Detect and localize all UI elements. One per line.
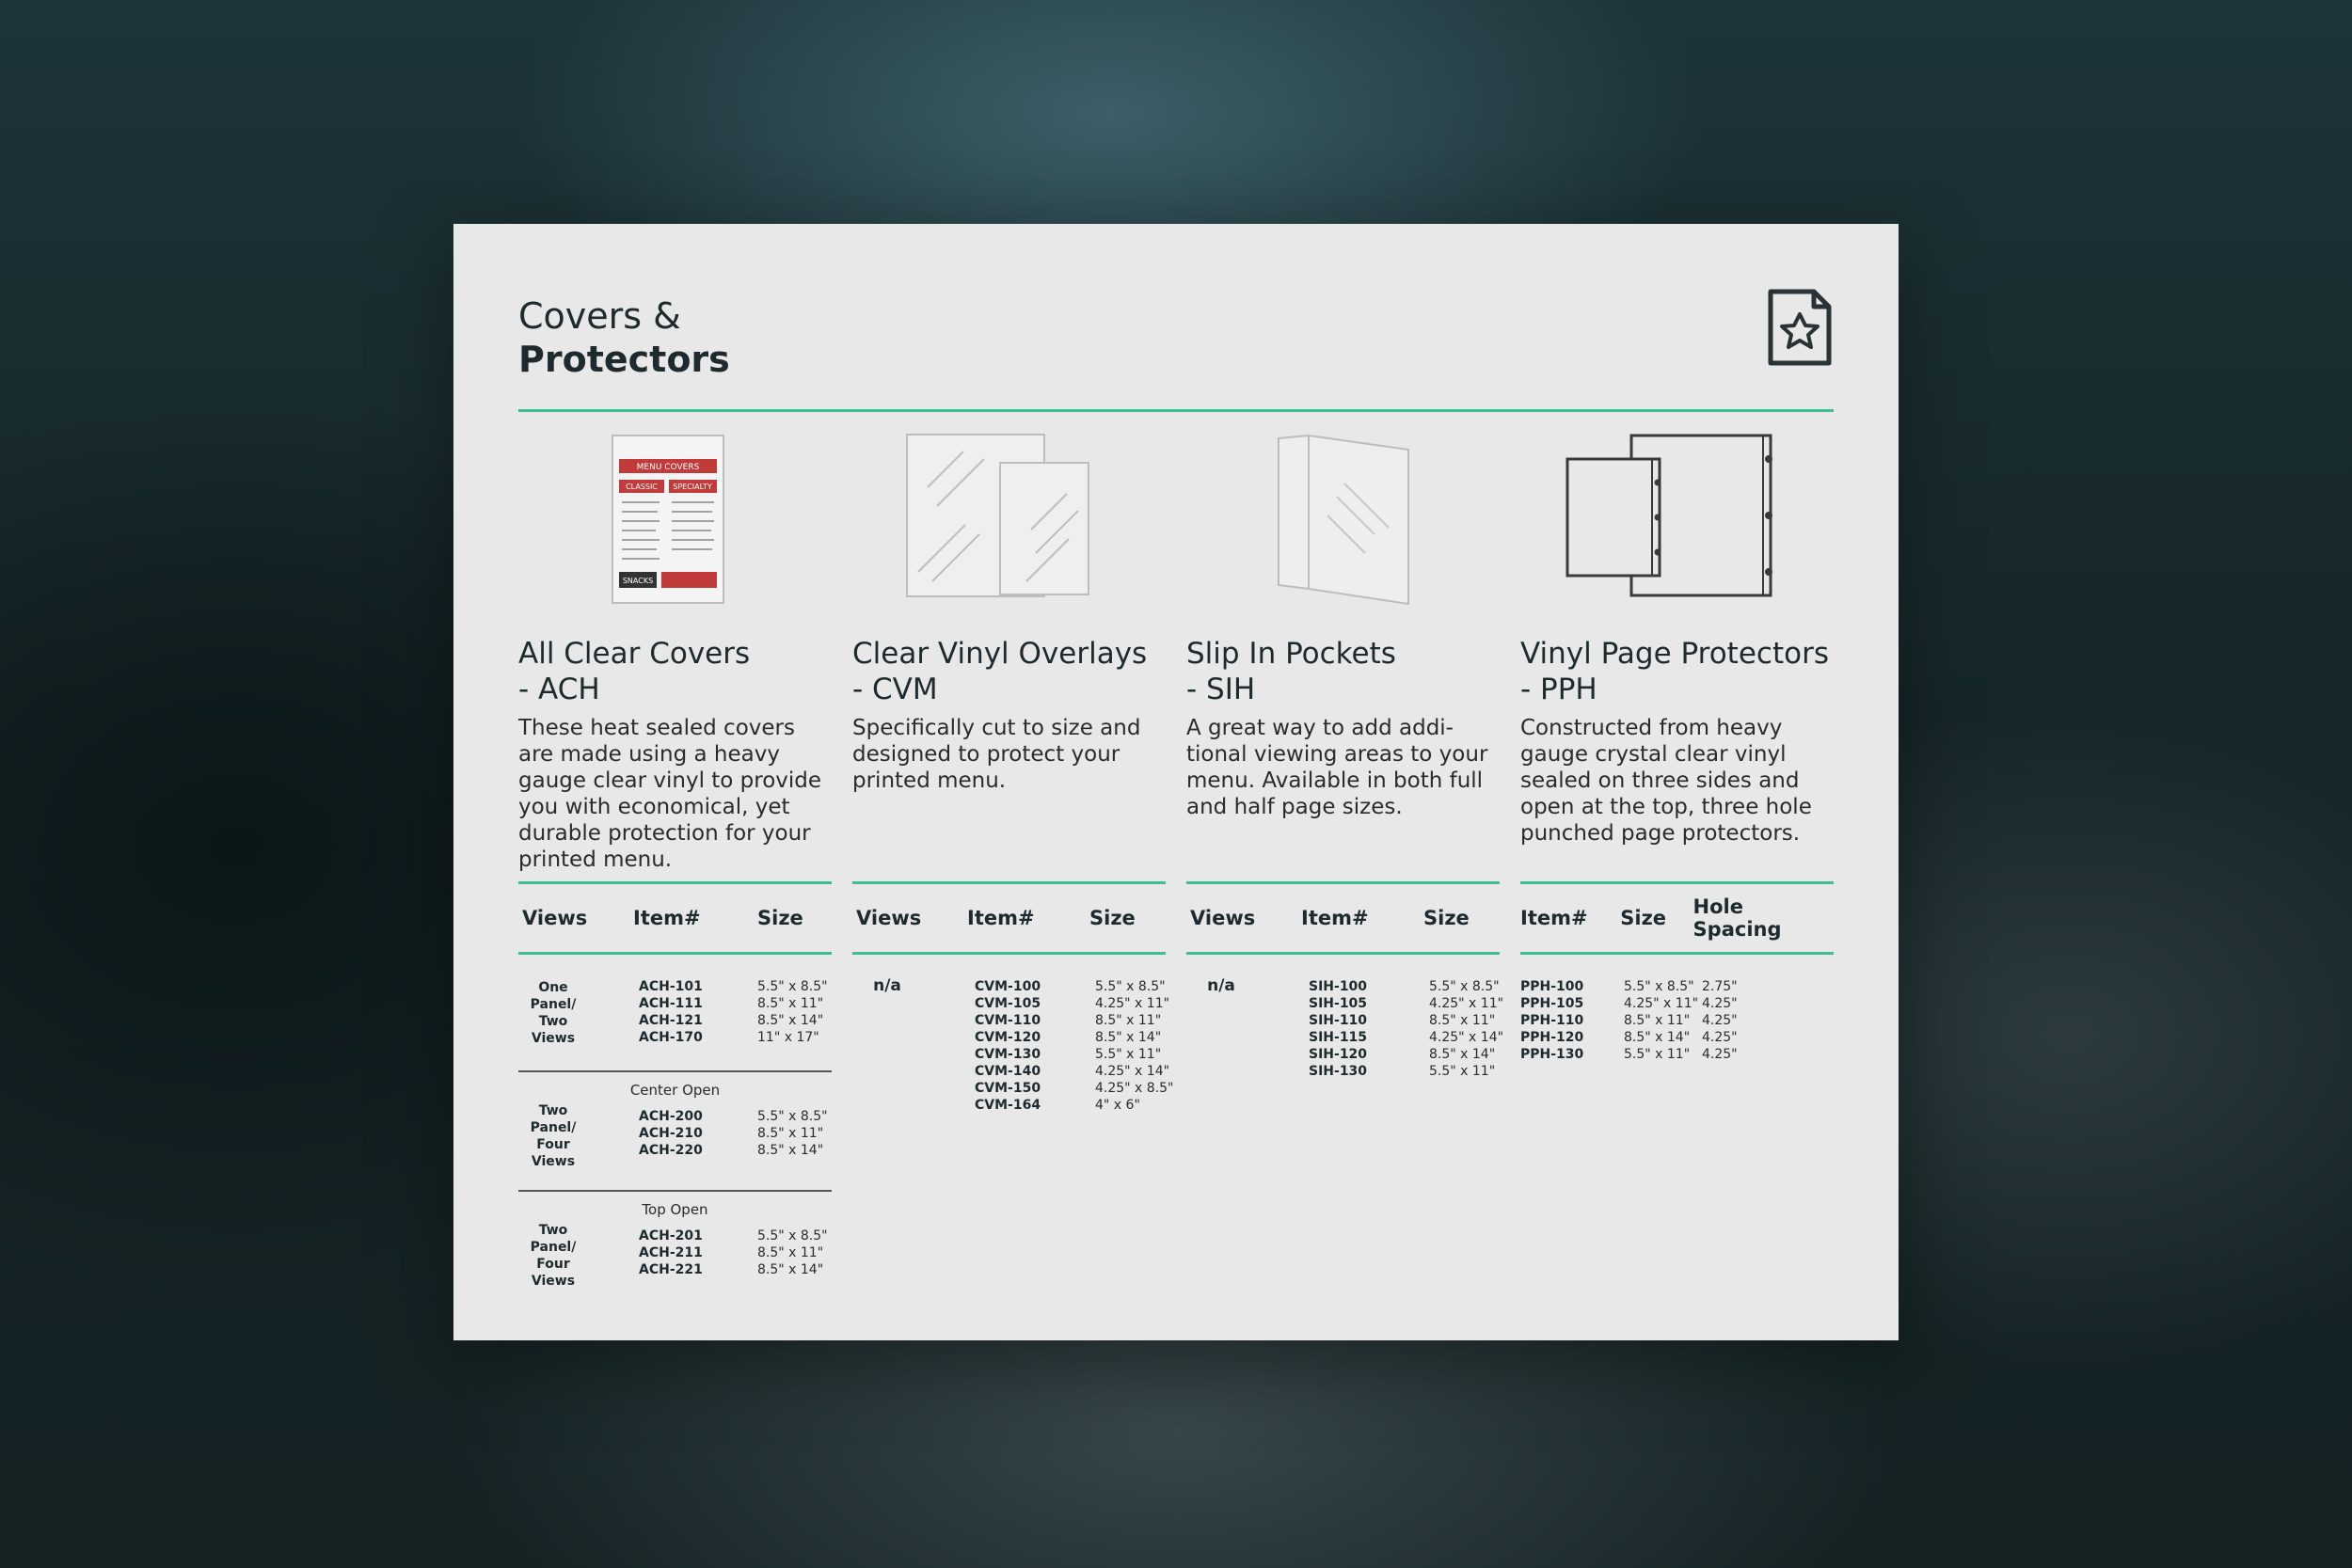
size-cell: 5.5" x 8.5" 4.25" x 11" 8.5" x 11" 8.5" x 14" 5.5" x 11" 4.25" x 14" 4.25" x 8.5" 4" x 6" bbox=[1095, 979, 1174, 1113]
col-header: Item# bbox=[1520, 907, 1588, 929]
ach-image-footer: SNACKS bbox=[622, 577, 654, 585]
cvm-description: Specifically cut to size and designed to protect your printed menu. bbox=[852, 716, 1141, 793]
product-cvm bbox=[852, 431, 1166, 794]
header-divider bbox=[518, 409, 1834, 412]
item-cell: PPH-100 PPH-105 PPH-110 PPH-120 PPH-130 bbox=[1520, 979, 1584, 1062]
item-cell: SIH-100 SIH-105 SIH-110 SIH-115 SIH-120 SIH-130 bbox=[1309, 979, 1368, 1079]
item-cell: CVM-100 CVM-105 CVM-110 CVM-120 CVM-130 CVM-140 CVM-150 CVM-164 bbox=[975, 979, 1041, 1113]
page-title bbox=[518, 294, 730, 381]
product-sih bbox=[1186, 431, 1500, 820]
col-header: Views bbox=[856, 907, 922, 929]
col-header: Item# bbox=[633, 907, 701, 929]
table-group bbox=[852, 955, 1174, 1143]
group-subheading: Top Open bbox=[642, 1201, 708, 1218]
ach-title-line1: All Clear Covers bbox=[518, 637, 751, 671]
col-header: Views bbox=[1190, 907, 1256, 929]
size-cell: 5.5" x 8.5" 4.25" x 11" 8.5" x 11" 4.25" x 14" 8.5" x 14" 5.5" x 11" bbox=[1429, 979, 1504, 1079]
table-header bbox=[852, 884, 1166, 952]
sih-title-line2: - SIH bbox=[1186, 673, 1256, 706]
views-cell: n/a bbox=[1207, 976, 1235, 995]
table-header bbox=[1520, 884, 1834, 952]
cvm-overlay-image bbox=[852, 431, 1166, 610]
col-header: Size bbox=[1089, 907, 1136, 929]
pph-title-line2: - PPH bbox=[1520, 673, 1597, 706]
product-pph bbox=[1520, 431, 1834, 847]
product-ach bbox=[518, 431, 832, 873]
col-header: Size bbox=[1620, 907, 1667, 929]
ach-image-right-tab: SPECIALTY bbox=[673, 483, 712, 491]
item-cell: ACH-201 ACH-211 ACH-221 bbox=[639, 1228, 703, 1277]
col-header: Size bbox=[757, 907, 803, 929]
col-header: Views bbox=[522, 907, 588, 929]
table-group bbox=[518, 1072, 832, 1192]
views-cell: Two Panel/ Four Views bbox=[530, 1223, 577, 1289]
ach-spec-table bbox=[518, 881, 832, 1305]
col-header: Hole Spacing bbox=[1692, 895, 1782, 941]
ach-description: These heat sealed covers are made using a heavy gauge clear vinyl to provide you with economical, yet durable protection for your printed menu. bbox=[518, 716, 822, 872]
size-cell: 5.5" x 8.5" 8.5" x 11" 8.5" x 14" bbox=[757, 1228, 828, 1277]
views-cell: n/a bbox=[873, 976, 901, 995]
size-cell: 5.5" x 8.5" 4.25" x 11" 8.5" x 11" 8.5" x 14" 5.5" x 11" bbox=[1624, 979, 1699, 1062]
sih-title-line1: Slip In Pockets bbox=[1186, 637, 1396, 671]
ach-cover-image bbox=[518, 431, 832, 610]
item-cell: ACH-200 ACH-210 ACH-220 bbox=[639, 1109, 703, 1158]
size-cell: 5.5" x 8.5" 8.5" x 11" 8.5" x 14" 11" x 17" bbox=[757, 979, 828, 1045]
pph-title bbox=[1520, 636, 1834, 707]
pph-protector-image bbox=[1520, 431, 1834, 610]
hole-spacing-cell: 2.75" 4.25" 4.25" 4.25" 4.25" bbox=[1702, 979, 1738, 1062]
pph-description: Constructed from heavy gauge crystal clear vinyl sealed on three sides and open at the top, three hole punched page protectors. bbox=[1520, 716, 1812, 846]
table-group bbox=[518, 955, 832, 1072]
cvm-title bbox=[852, 636, 1166, 707]
pph-title-line1: Vinyl Page Protectors bbox=[1520, 637, 1829, 671]
size-cell: 5.5" x 8.5" 8.5" x 11" 8.5" x 14" bbox=[757, 1109, 828, 1158]
col-header: Size bbox=[1423, 907, 1470, 929]
col-header: Item# bbox=[967, 907, 1035, 929]
group-subheading: Center Open bbox=[629, 1082, 721, 1099]
pph-spec-table bbox=[1520, 881, 1834, 1077]
sih-description: A great way to add addi-tional viewing areas to your menu. Available in both full and half page sizes. bbox=[1186, 716, 1488, 819]
views-cell: One Panel/ Two Views bbox=[530, 980, 577, 1046]
table-header bbox=[1186, 884, 1500, 952]
page-title-line2: Protectors bbox=[518, 339, 730, 380]
ach-title bbox=[518, 636, 832, 707]
sih-pocket-image bbox=[1186, 431, 1500, 610]
cvm-spec-table bbox=[852, 881, 1174, 1143]
views-cell: Two Panel/ Four Views bbox=[530, 1103, 577, 1169]
cvm-title-line1: Clear Vinyl Overlays bbox=[852, 637, 1148, 671]
ach-image-banner: MENU COVERS bbox=[636, 463, 700, 472]
cvm-title-line2: - CVM bbox=[852, 673, 938, 706]
catalog-page bbox=[453, 224, 1899, 1340]
table-group bbox=[1520, 955, 1834, 1077]
table-header bbox=[518, 884, 832, 952]
col-header: Item# bbox=[1301, 907, 1369, 929]
star-document-icon[interactable] bbox=[1767, 288, 1833, 367]
table-group bbox=[1186, 955, 1504, 1105]
ach-image-left-tab: CLASSIC bbox=[626, 483, 658, 491]
ach-title-line2: - ACH bbox=[518, 673, 600, 706]
sih-title bbox=[1186, 636, 1500, 707]
sih-spec-table bbox=[1186, 881, 1504, 1105]
table-group bbox=[518, 1192, 832, 1305]
page-title-line1: Covers & bbox=[518, 295, 681, 337]
item-cell: ACH-101 ACH-111 ACH-121 ACH-170 bbox=[639, 979, 703, 1045]
